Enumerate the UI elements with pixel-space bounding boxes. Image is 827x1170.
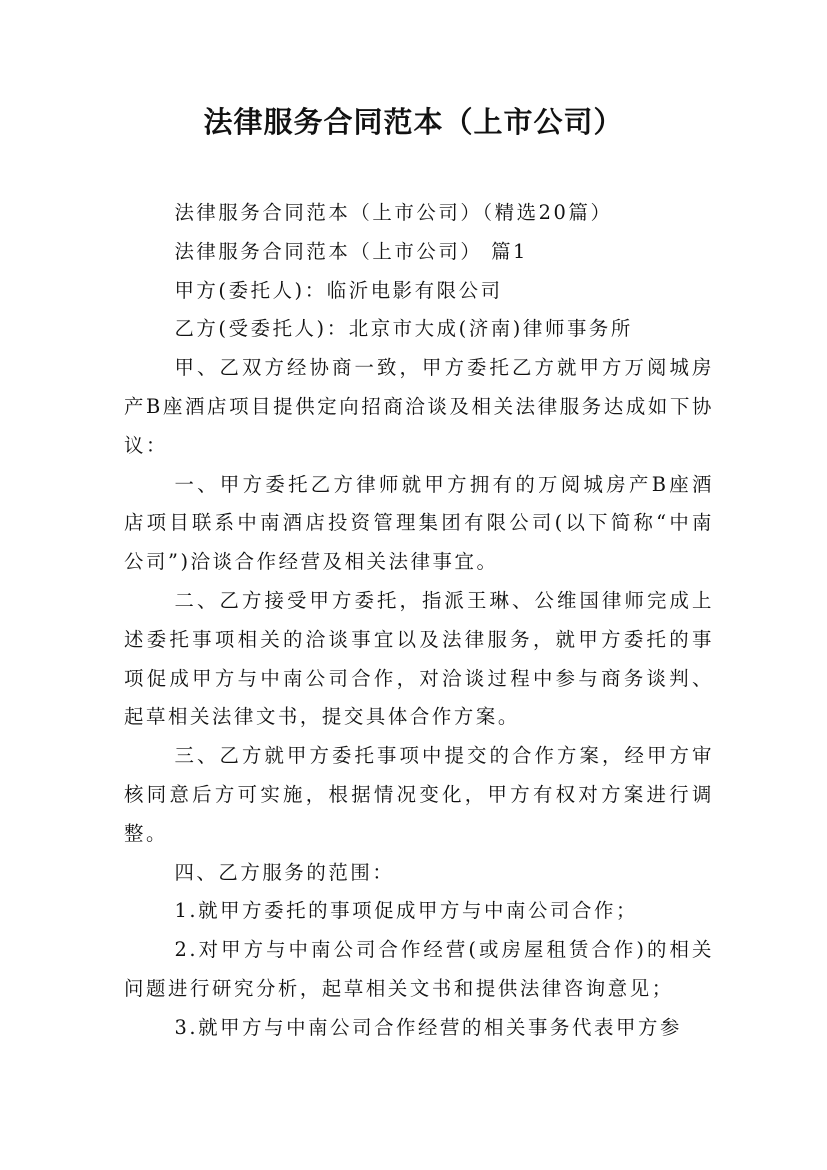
document-title: 法律服务合同范本（上市公司） [203,105,624,139]
paragraph-subtitle: 法律服务合同范本（上市公司）（精选20篇） [174,201,613,224]
paragraph-party-a: 甲方(委托人)：临沂电影有限公司 [174,278,503,302]
paragraph-preamble: 甲、乙双方经协商一致，甲方委托乙方就甲方万阅城房产B座酒店项目提供定向招商洽谈及相关法律服务达成如下协议： [124,356,714,457]
paragraph-clause-4-item-3: 3.就甲方与中南公司合作经营的相关事务代表甲方参 [174,1015,682,1039]
paragraph-party-b: 乙方(受委托人)：北京市大成(济南)律师事务所 [174,317,633,341]
paragraph-section-heading: 法律服务合同范本（上市公司） 篇1 [174,239,528,263]
paragraph-clause-2: 二、乙方接受甲方委托，指派王琳、公维国律师完成上述委托事项相关的洽谈事宜以及法律服务，就甲方委托的事项促成甲方与中南公司合作，对洽谈过程中参与商务谈判、起草相关法律文书，提交具体合作方案。 [124,588,714,729]
paragraph-clause-4-item-2: 2.对甲方与中南公司合作经营(或房屋租赁合作)的相关问题进行研究分析，起草相关文书和提供法律咨询意见； [124,938,714,1000]
document-body [124,194,714,1048]
paragraph-clause-1: 一、甲方委托乙方律师就甲方拥有的万阅城房产B座酒店项目联系中南酒店投资管理集团有限公司(以下简称“中南公司”)洽谈合作经营及相关法律事宜。 [124,472,714,574]
paragraph-clause-4: 四、乙方服务的范围： [174,860,395,884]
paragraph-clause-3: 三、乙方就甲方委托事项中提交的合作方案，经甲方审核同意后方可实施，根据情况变化，甲方有权对方案进行调整。 [124,744,714,845]
paragraph-clause-4-item-1: 1.就甲方委托的事项促成甲方与中南公司合作； [174,899,638,923]
